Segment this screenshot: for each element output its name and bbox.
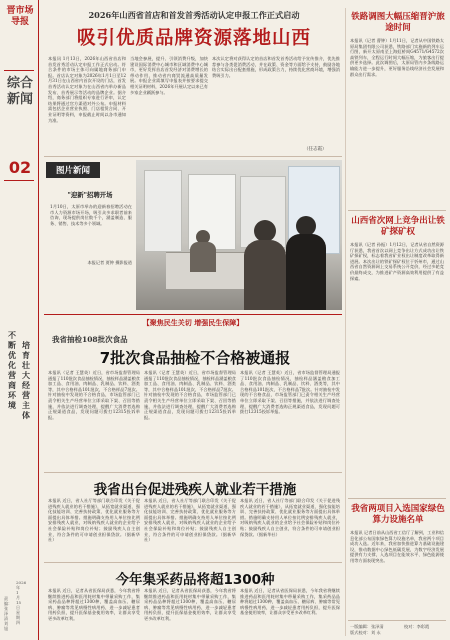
photo-news-label: 图片新闻 bbox=[55, 166, 90, 176]
drugs-body: 本报讯 近日，记者从省医保局获悉，今年我省将继续推进药品和医用耗材集中带量采购工作，集采药品品种将超过1300种，覆盖高血压、糖尿病、肿瘤等常见病慢性病用药，进一步减轻患者用药负担，提升医保基金使用效率，让群众享受更多改革红利。 bbox=[144, 588, 236, 621]
footer-check-right: 版式校对：刘 永 bbox=[350, 630, 381, 635]
divider bbox=[4, 180, 34, 181]
jobs-body: 本报讯 近日，省人社厅等部门联合印发《关于促进残疾人就业的若干措施》，从拓宽就业渠道、强化技能培训、完善扶持政策、优化就业服务等方面提出具体举措。措施明确支持用人单位按比例安排残疾人就业，对吸纳残疾人就业的企业给予社会保险补贴和岗位补贴；鼓励残疾人自主创业，符合条件的可申请创业担保贷款。（据新华社） bbox=[144, 498, 236, 543]
mining-body: 本报讯（记者 孙振）1月12日，记者从省自然资源厅获悉，我省首次以网上竞争出让方式成功出让铁矿探矿权，标志着我省矿业权出让制度改革取得新进展。本次出让的铁矿探矿权位于忻州市，通过山西省自然资源网上交易系统公开竞价，经过多轮竞价最终成交，为推进矿产资源高效利用提供了有益探索。 bbox=[350, 242, 444, 281]
person-head bbox=[254, 220, 276, 242]
divider bbox=[348, 620, 446, 621]
sidebar-border bbox=[38, 0, 39, 640]
mining-headline: 山西省次网上竞争出让铁矿探矿权 bbox=[351, 216, 445, 237]
section-name: 综合新闻 bbox=[6, 76, 33, 107]
rail-body: 本报讯（记者 曹钟）1月11日，记者从中国铁路太原局集团有限公司获悉，铁路部门实施新的列车运行图，新开太原南至上海虹桥间G4571/G4572次高铁列车，全程运行时间大幅压缩，为旅客出行提供更多选择。此次调图后，太原局管内多条线路运输能力进一步提升，更好服务沿线经济社会发展和群众出行需求。 bbox=[350, 38, 444, 77]
divider bbox=[348, 210, 446, 211]
section-banner: 【聚焦民生关切 增强民生保障】 bbox=[142, 318, 244, 327]
person-body bbox=[244, 240, 286, 310]
top-col-1: 本报讯 1月13日，2026年山西省首店和首发首秀活动认定申报工作正式启动。符合条件的市场主体可向属地商务部门申报。首店认定对象为2026年1月1日至12月31日在山西省内首次开设的门店，首发首秀活动认定对象为在山西省内举办新品发布、首秀展示等活动的品牌企业。据介绍，商务部门将组织专家进行评审，认定结果将通过官方渠道对外公布。申报材料需包括企业营业执照、门店租赁合同、开业证明等资料，申报截止时间以各市通知为准。 bbox=[48, 56, 126, 123]
jobs-body: 本报讯 近日，省人社厅等部门联合印发《关于促进残疾人就业的若干措施》，从拓宽就业渠道、强化技能培训、完善扶持政策、优化就业服务等方面提出具体举措。措施明确支持用人单位按比例安排残疾人就业，对吸纳残疾人就业的企业给予社会保险补贴和岗位补贴；鼓励残疾人自主创业，符合条件的可申请创业担保贷款。（据新华社） bbox=[48, 498, 140, 543]
drugs-headline: 今年集采药品将超1300种 bbox=[115, 572, 275, 588]
food-kicker: 我省抽检108批次食品 bbox=[52, 335, 128, 344]
top-author: （任志霞） bbox=[304, 147, 327, 152]
photo-caption-body: 1月10日，太原市举办的迎新春招聘活动在市人力资源市场开场，吸引众多求职者前来咨询，现场提供岗位数千个，涵盖制造、服务、销售、技术等多个领域。 bbox=[50, 204, 132, 226]
photo-credit: 本报记者 贾钟 摄影报道 bbox=[87, 260, 132, 265]
drugs-body: 本报讯 近日，记者从省医保局获悉，今年我省将继续推进药品和医用耗材集中带量采购工作，集采药品品种将超过1300种，覆盖高血压、糖尿病、肿瘤等常见病慢性病用药，进一步减轻患者用药负担，提升医保基金使用效率，让群众享受更多改革红利。 bbox=[240, 588, 340, 616]
sidebar bbox=[0, 0, 38, 640]
food-body: 本报讯（记者 王慧英）近日，省市场监督管理局通报了110批次食品抽检情况，抽检样品涵盖粮食加工品、食用油、肉制品、乳制品、饮料、酒类等，其中合格样品101批次，不合格样品7批次。针对抽检中发现的不合格食品，市场监管部门已责令相关生产经营单位立即采取下架、召回等措施，并依法进行调查处理，提醒广大消费者选购正规渠道食品，发现问题可拨打12315投诉举报。 bbox=[144, 370, 236, 420]
food-body: 本报讯（记者 王慧英）近日，省市场监督管理局通报了110批次食品抽检情况，抽检样品涵盖粮食加工品、食用油、肉制品、乳制品、饮料、酒类等，其中合格样品101批次，不合格样品7批次。针对抽检中发现的不合格食品，市场监管部门已责令相关生产经营单位立即采取下架、召回等措施，并依法进行调查处理，提醒广大消费者选购正规渠道食品，发现问题可拨打12315投诉举报。 bbox=[240, 370, 340, 415]
person-body bbox=[286, 234, 326, 310]
person-body bbox=[190, 242, 216, 272]
compute-headline: 我省两项目入选国家绿色算力设施名单 bbox=[351, 504, 445, 525]
jobs-body: 本报讯 近日，省人社厅等部门联合印发《关于促进残疾人就业的若干措施》，从拓宽就业渠道、强化技能培训、完善扶持政策、优化就业服务等方面提出具体举措。措施明确支持用人单位按比例安排残疾人就业，对吸纳残疾人就业的企业给予社会保险补贴和岗位补贴；鼓励残疾人自主创业，符合条件的可申请创业担保贷款。（据新华社） bbox=[240, 498, 340, 537]
top-col-2: 当地会参展，提升、引领消费升级，加快建设国际消费中心城市和区域消费中心城市，更好发挥首店首发经济对消费增长的带动作用，推动省内商贸流通高质量发展。申报企业需填写申报表并按要求提交相关证明材料，2026年开展认定以来已有多家企业踊跃参与。 bbox=[130, 56, 208, 95]
footer-editors: 责编：张泽清 刘旭 bbox=[4, 596, 12, 631]
photo-caption-title: "迎新"招聘开场 bbox=[67, 191, 113, 199]
divider bbox=[44, 314, 342, 315]
top-col-3: 本次认定将对获得认定的首店和首发首秀活动给予宣传推介，优先推荐参与各类促消费活动，并在政策、资金等方面给予支持，鼓励各地结合实际出台配套措施，形成政策合力，持续优化营商环境，增强消费吸引力。 bbox=[212, 56, 340, 78]
top-headline: 吸引优质品牌资源落地山西 bbox=[76, 28, 311, 49]
divider bbox=[4, 70, 34, 71]
food-body: 本报讯（记者 王慧英）近日，省市场监督管理局通报了110批次食品抽检情况，抽检样品涵盖粮食加工品、食用油、肉制品、乳制品、饮料、酒类等，其中合格样品101批次，不合格样品7批次。针对抽检中发现的不合格食品，市场监管部门已责令相关生产经营单位立即采取下架、召回等措施，并依法进行调查处理，提醒广大消费者选购正规渠道食品，发现问题可拨打12315投诉举报。 bbox=[48, 370, 140, 420]
person-head bbox=[296, 216, 316, 236]
masthead-title: 晋市场导报 bbox=[6, 6, 34, 27]
compute-body: 本报讯 记者日前从山西省工信厅了解到，工业和信息化部公布国家绿色算力设施名单，我省两个项目成功入选。近年来，我省加快推进算力基础设施建设，推动数据中心绿色低碳发展，为数字经济发展提供有力支撑，入选项目在能效水平、绿色能源使用等方面表现突出。 bbox=[350, 530, 444, 563]
rail-headline: 铁路调图大幅压缩晋沪旅途时间 bbox=[351, 12, 445, 33]
divider bbox=[44, 472, 342, 473]
job-fair-photo bbox=[136, 160, 342, 310]
booth-panel bbox=[144, 170, 182, 252]
divider bbox=[348, 498, 446, 499]
jobs-headline: 我省出台促进残疾人就业若干措施 bbox=[93, 482, 297, 498]
divider bbox=[44, 562, 342, 563]
food-headline: 7批次食品抽检不合格被通报 bbox=[99, 349, 291, 367]
page-number: 02 bbox=[8, 158, 32, 177]
column-divider bbox=[345, 8, 346, 636]
drugs-body: 本报讯 近日，记者从省医保局获悉，今年我省将继续推进药品和医用耗材集中带量采购工作，集采药品品种将超过1300种，覆盖高血压、糖尿病、肿瘤等常见病慢性病用药，进一步减轻患者用药负担，提升医保基金使用效率，让群众享受更多改革红利。 bbox=[48, 588, 140, 621]
footer-editor-right: 一版编辑：张泽清 bbox=[350, 624, 384, 629]
footer-date: 2026年1月15日 星期四 bbox=[16, 580, 27, 625]
top-kicker: 2026年山西省首店和首发首秀活动认定申报工作正式启动 bbox=[88, 10, 300, 20]
divider bbox=[44, 156, 342, 157]
footer-proofreader: 校对：李彩霞 bbox=[404, 624, 430, 629]
slogan-1: 不断优化营商环境 bbox=[8, 330, 16, 410]
slogan-2: 培育壮大经营主体 bbox=[22, 340, 30, 420]
